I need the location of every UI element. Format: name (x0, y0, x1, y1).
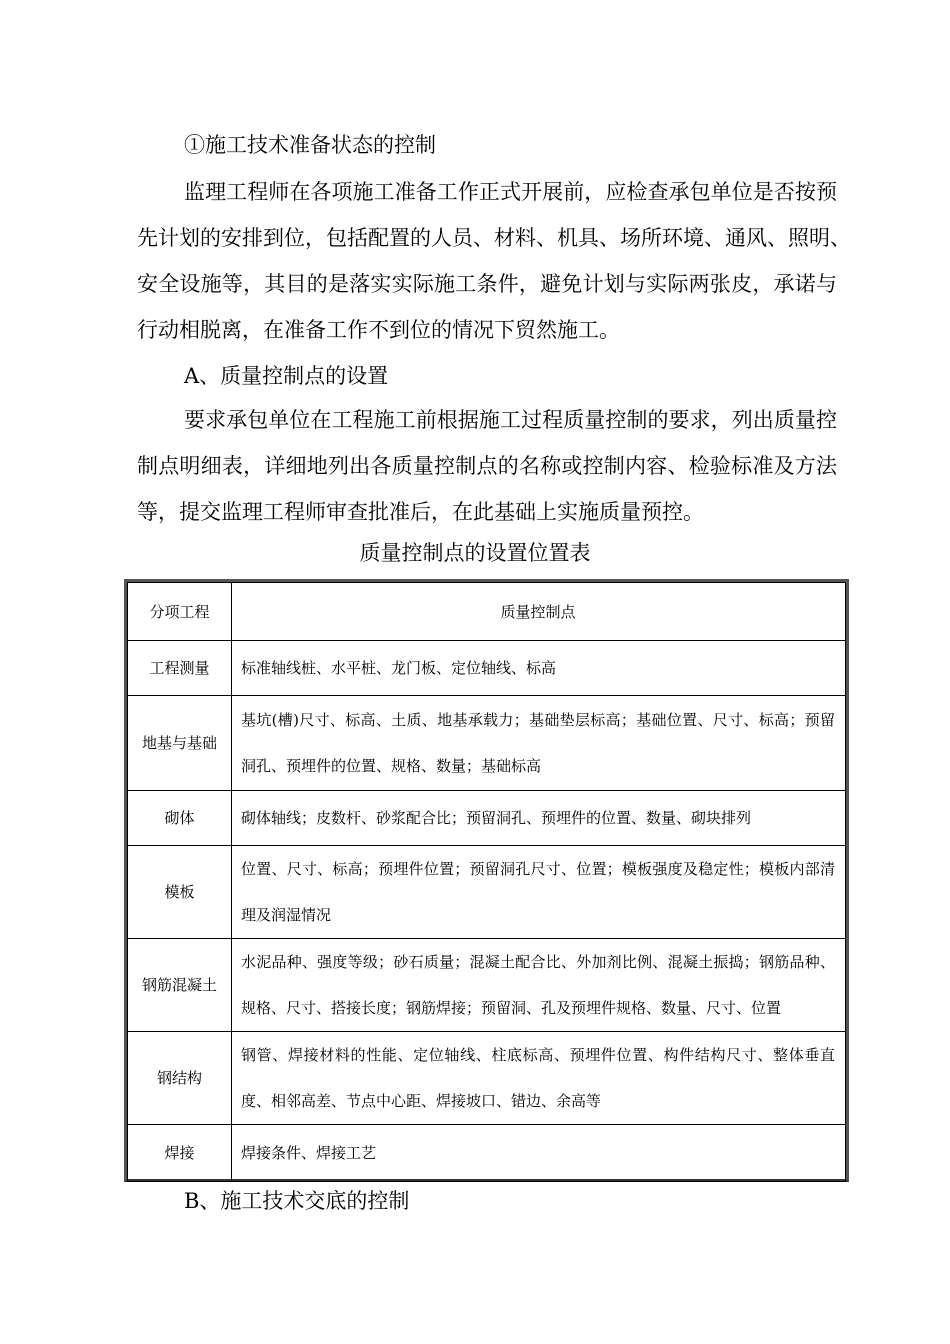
row-points-cell: 标准轴线桩、水平桩、龙门板、定位轴线、标高 (232, 641, 846, 696)
table-row (128, 1032, 846, 1125)
table-row (128, 791, 846, 846)
row-item-cell: 钢筋混凝土 (128, 939, 232, 1032)
row-points-cell: 焊接条件、焊接工艺 (232, 1125, 846, 1182)
row-item-cell: 焊接 (128, 1125, 232, 1182)
paragraph-line: 安全设施等，其目的是落实实际施工条件，避免计划与实际两张皮，承诺与 (137, 272, 837, 296)
row-points-cell: 水泥品种、强度等级；砂石质量；混凝土配合比、外加剂比例、混凝土振捣；钢筋品种、规格、尺寸、搭接长度；钢筋焊接；预留洞、孔及预埋件规格、数量、尺寸、位置 (232, 939, 846, 1032)
section-heading-2: A、质量控制点的设置 (184, 364, 389, 388)
row-points-cell: 砌体轴线；皮数杆、砂浆配合比；预留洞孔、预埋件的位置、数量、砌块排列 (232, 791, 846, 846)
table-header-row (128, 583, 846, 641)
section-heading-3: B、施工技术交底的控制 (184, 1189, 410, 1213)
table-caption: 质量控制点的设置位置表 (359, 541, 591, 565)
row-points-cell: 钢管、焊接材料的性能、定位轴线、柱底标高、预埋件位置、构件结构尺寸、整体垂直度、相邻高差、节点中心距、焊接坡口、错边、余高等 (232, 1032, 846, 1125)
row-item-cell: 砌体 (128, 791, 232, 846)
column-header-points: 质量控制点 (232, 583, 846, 641)
row-item-cell: 钢结构 (128, 1032, 232, 1125)
column-header-item: 分项工程 (128, 583, 232, 641)
paragraph-line: 要求承包单位在工程施工前根据施工过程质量控制的要求，列出质量控 (184, 408, 837, 432)
row-points-cell: 位置、尺寸、标高；预埋件位置；预留洞孔尺寸、位置；模板强度及稳定性；模板内部清理及润湿情况 (232, 846, 846, 939)
paragraph-line: 行动相脱离，在准备工作不到位的情况下贸然施工。 (137, 318, 620, 342)
section-heading-1: ①施工技术准备状态的控制 (184, 133, 436, 157)
row-item-cell: 模板 (128, 846, 232, 939)
paragraph-line: 先计划的安排到位，包括配置的人员、材料、机具、场所环境、通风、照明、 (137, 226, 851, 250)
paragraph-line: 等，提交监理工程师审查批准后，在此基础上实施质量预控。 (137, 500, 704, 524)
table-row (128, 939, 846, 1032)
table-row (128, 846, 846, 939)
table-row (128, 641, 846, 696)
quality-control-table (124, 579, 849, 1182)
paragraph-line: 监理工程师在各项施工准备工作正式开展前，应检查承包单位是否按预 (184, 180, 837, 204)
table-row (128, 696, 846, 791)
row-points-cell: 基坑(槽)尺寸、标高、土质、地基承载力；基础垫层标高；基础位置、尺寸、标高；预留洞孔、预埋件的位置、规格、数量；基础标高 (232, 696, 846, 791)
row-item-cell: 工程测量 (128, 641, 232, 696)
paragraph-line: 制点明细表，详细地列出各质量控制点的名称或控制内容、检验标准及方法 (137, 454, 837, 478)
row-item-cell: 地基与基础 (128, 696, 232, 791)
table-row (128, 1125, 846, 1182)
